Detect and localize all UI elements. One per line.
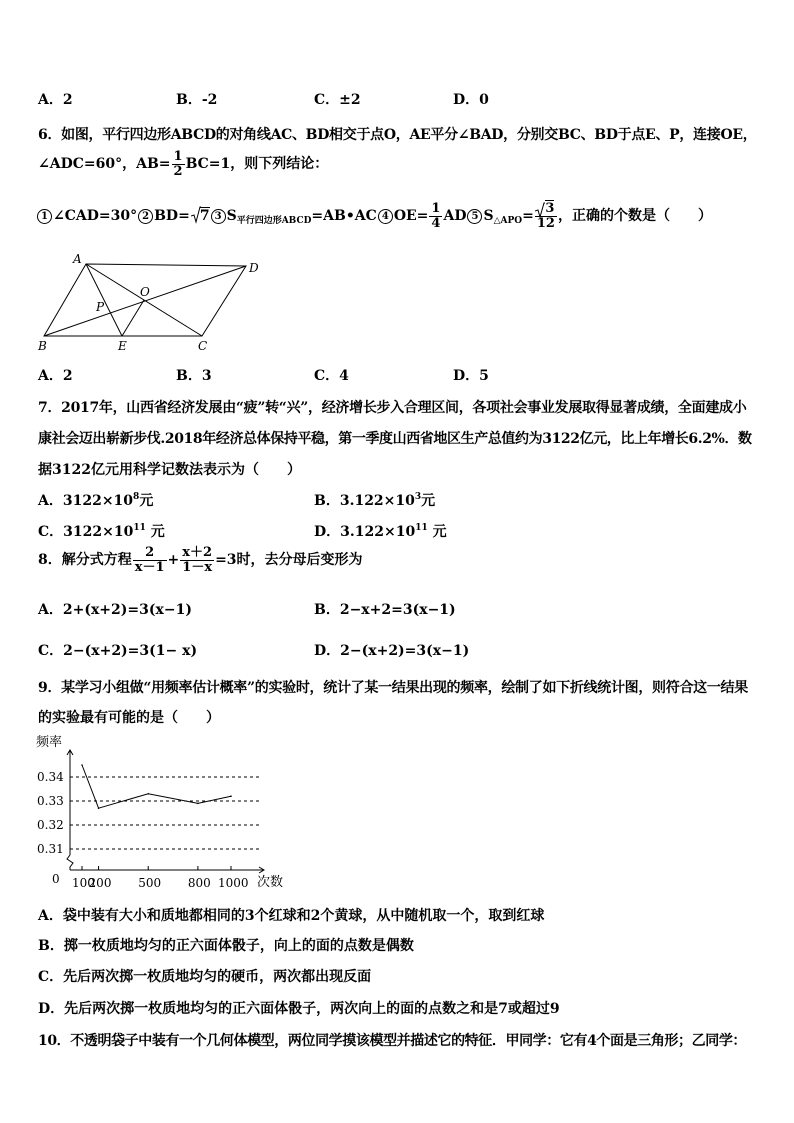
label-e: E xyxy=(118,339,127,353)
data-point xyxy=(197,803,199,805)
q7-c-base: C．3122×10 xyxy=(38,524,134,540)
q6-c5-frac-num xyxy=(535,202,557,217)
q8-fraction-1 xyxy=(133,546,167,574)
x-tick-label: 800 xyxy=(187,876,211,890)
q7-b-base: B．3.122×10 xyxy=(314,493,415,509)
q6-c3-s: S xyxy=(226,208,237,225)
x-tick-label: 500 xyxy=(138,876,162,890)
radical-icon xyxy=(191,206,201,224)
q7-option-d xyxy=(314,521,447,541)
q8-option-c: C．2−(x+2)=3(1− x) xyxy=(38,643,198,659)
q6-line2-frac-num: 1 xyxy=(173,149,183,164)
q7-c-exp: 11 xyxy=(133,523,146,533)
q6-c4-marker: 4 xyxy=(378,209,393,224)
q7-b-exp: 3 xyxy=(414,492,422,502)
q6-c5-frac-den: 12 xyxy=(536,215,555,231)
q9-option-c: C．先后两次掷一枚质地均匀的硬币，两次都出现反面 xyxy=(38,969,372,985)
q8-option-d: D．2−(x+2)=3(x−1) xyxy=(314,643,470,659)
q6-option-b: B．3 xyxy=(176,368,212,384)
q6-c4-frac-num: 1 xyxy=(431,201,441,216)
q6-c5-marker: 5 xyxy=(467,209,482,224)
q6-line2-a: ∠ADC=60°，AB= xyxy=(38,156,171,173)
q6-stem-line1: 6．如图，平行四边形ABCD的对角线AC、BD相交于点O，AE平分∠BAD，分别交BC、BD于点E、P，连接OE， xyxy=(38,127,757,143)
q6-stem-line2 xyxy=(38,150,328,178)
q6-line2-b: BC=1，则下列结论： xyxy=(185,156,329,173)
q8-option-a: A．2+(x+2)=3(x−1) xyxy=(38,602,192,618)
q7-b-unit: 元 xyxy=(421,493,436,509)
q6-c2-root-value: 7 xyxy=(199,208,210,225)
q5-option-a: A．2 xyxy=(38,92,73,108)
q7-a-exp: 8 xyxy=(133,492,140,502)
q6-line2-fraction xyxy=(172,150,185,178)
q6-c5-eq: = xyxy=(522,208,534,225)
q7-stem-line2: 康社会迈出崭新步伐.2018年经济总体保持平稳，第一季度山西省地区生产总值约为3122亿元，比上年增长6.2%．数 xyxy=(38,431,752,447)
q6-c4: OE= xyxy=(393,208,429,225)
q6-option-a: A．2 xyxy=(38,368,73,384)
q6-line2-frac-den: 2 xyxy=(173,163,183,179)
q9-stem-line2: 的实验最有可能的是（ ） xyxy=(38,710,220,726)
q8-frac1-num: 2 xyxy=(133,546,167,561)
label-o: O xyxy=(140,285,150,299)
q6-c3: =AB•AC xyxy=(311,208,377,225)
x-tick-label: 1000 xyxy=(218,876,249,890)
q7-option-a xyxy=(38,490,153,510)
q6-c4-tail: AD xyxy=(443,208,467,225)
chart-ylabel: 频率 xyxy=(36,735,63,750)
series-line xyxy=(82,765,231,808)
q6-c1-marker: 1 xyxy=(37,209,52,224)
q8-option-b: B．2−x+2=3(x−1) xyxy=(314,602,456,618)
x-tick-label: 200 xyxy=(88,876,112,890)
chart-origin-label: 0 xyxy=(52,872,60,886)
q6-c4-frac-den: 4 xyxy=(431,215,441,231)
diagonal-bd xyxy=(44,266,246,336)
q8-frac1-den: x－1 xyxy=(134,559,165,575)
q9-option-d: D．先后两次掷一枚质地均匀的正六面体骰子，两次向上的面的点数之和是7或超过9 xyxy=(38,1001,560,1017)
y-tick-label: 0.32 xyxy=(37,818,64,832)
q6-parallelogram-figure xyxy=(30,250,270,355)
q8-frac2-num: x＋2 xyxy=(182,545,213,560)
q7-d-unit: 元 xyxy=(432,524,447,540)
q6-c2: BD= xyxy=(154,208,190,225)
q6-tail: ，正确的个数是（ ） xyxy=(557,208,712,225)
q6-c5-sub: △APO xyxy=(493,216,523,227)
q6-c2-root xyxy=(191,208,210,224)
q6-conclusions xyxy=(36,202,712,230)
y-tick-label: 0.33 xyxy=(37,794,64,808)
q5-option-d: D．0 xyxy=(453,92,489,108)
y-tick-label: 0.31 xyxy=(37,842,64,856)
data-point xyxy=(98,807,100,809)
q8-stem xyxy=(38,546,363,574)
label-a: A xyxy=(73,252,82,266)
q10-stem-line1: 10．不透明袋子中装有一个几何体模型，两位同学摸该模型并描述它的特征．甲同学：它有4个面是三角形；乙同学： xyxy=(38,1033,747,1049)
q7-a-base: A．3122×10 xyxy=(38,493,134,509)
q7-d-base: D．3.122×10 xyxy=(314,524,416,540)
q9-stem-line1: 9．某学习小组做“用频率估计概率”的实验时，统计了某一结果出现的频率，绘制了如下折线统计图，则符合这一结果 xyxy=(38,680,748,696)
q6-c2-marker: 2 xyxy=(138,209,153,224)
x-tick-label: 100 xyxy=(72,876,95,890)
q7-stem-line1: 7．2017年，山西省经济发展由“疲”转“兴”，经济增长步入合理区间，各项社会事业发展取得显著成绩，全面建成小 xyxy=(38,400,747,416)
q8-prefix: 8．解分式方程 xyxy=(38,552,132,569)
q6-c3-marker: 3 xyxy=(211,209,226,224)
q6-c1: ∠CAD=30° xyxy=(53,208,138,225)
y-tick-label: 0.34 xyxy=(37,770,64,784)
y-axis-break-icon xyxy=(67,855,73,870)
q9-option-b: B．掷一枚质地均匀的正六面体骰子，向上的面的点数是偶数 xyxy=(38,938,414,954)
q6-c5-fraction xyxy=(535,202,557,230)
q7-a-unit: 元 xyxy=(139,493,154,509)
q9-frequency-line-chart xyxy=(30,730,300,892)
q5-option-c: C．±2 xyxy=(314,92,361,108)
q6-c5-s: S xyxy=(483,208,494,225)
label-d: D xyxy=(249,261,259,275)
q6-option-d: D．5 xyxy=(453,368,489,384)
label-p: P xyxy=(96,300,105,314)
q8-frac2-den: 1－x xyxy=(182,559,213,575)
q6-c4-fraction xyxy=(429,202,442,230)
q8-eq: =3时，去分母后变形为 xyxy=(215,552,363,569)
q7-option-b xyxy=(314,490,435,510)
q6-option-c: C．4 xyxy=(314,368,349,384)
data-point xyxy=(230,795,232,797)
q9-option-a: A．袋中装有大小和质地都相同的3个红球和2个黄球，从中随机取一个，取到红球 xyxy=(38,908,545,924)
q8-plus: + xyxy=(167,552,180,569)
q6-c3-sub: 平行四边形ABCD xyxy=(236,216,312,227)
q7-d-exp: 11 xyxy=(415,523,428,533)
q7-stem-line3: 据3122亿元用科学记数法表示为（ ） xyxy=(38,462,301,478)
q6-c5-root-value: 3 xyxy=(545,201,555,216)
data-point xyxy=(147,793,149,795)
q7-option-c xyxy=(38,521,165,541)
label-b: B xyxy=(38,339,47,353)
q7-c-unit: 元 xyxy=(150,524,165,540)
q8-fraction-2 xyxy=(180,546,214,574)
label-c: C xyxy=(198,339,208,353)
q5-option-b: B．-2 xyxy=(176,92,218,108)
chart-xlabel: 次数 xyxy=(257,875,284,890)
chart-plot-area xyxy=(37,750,264,890)
radical-icon xyxy=(535,202,545,218)
data-point xyxy=(81,764,83,766)
